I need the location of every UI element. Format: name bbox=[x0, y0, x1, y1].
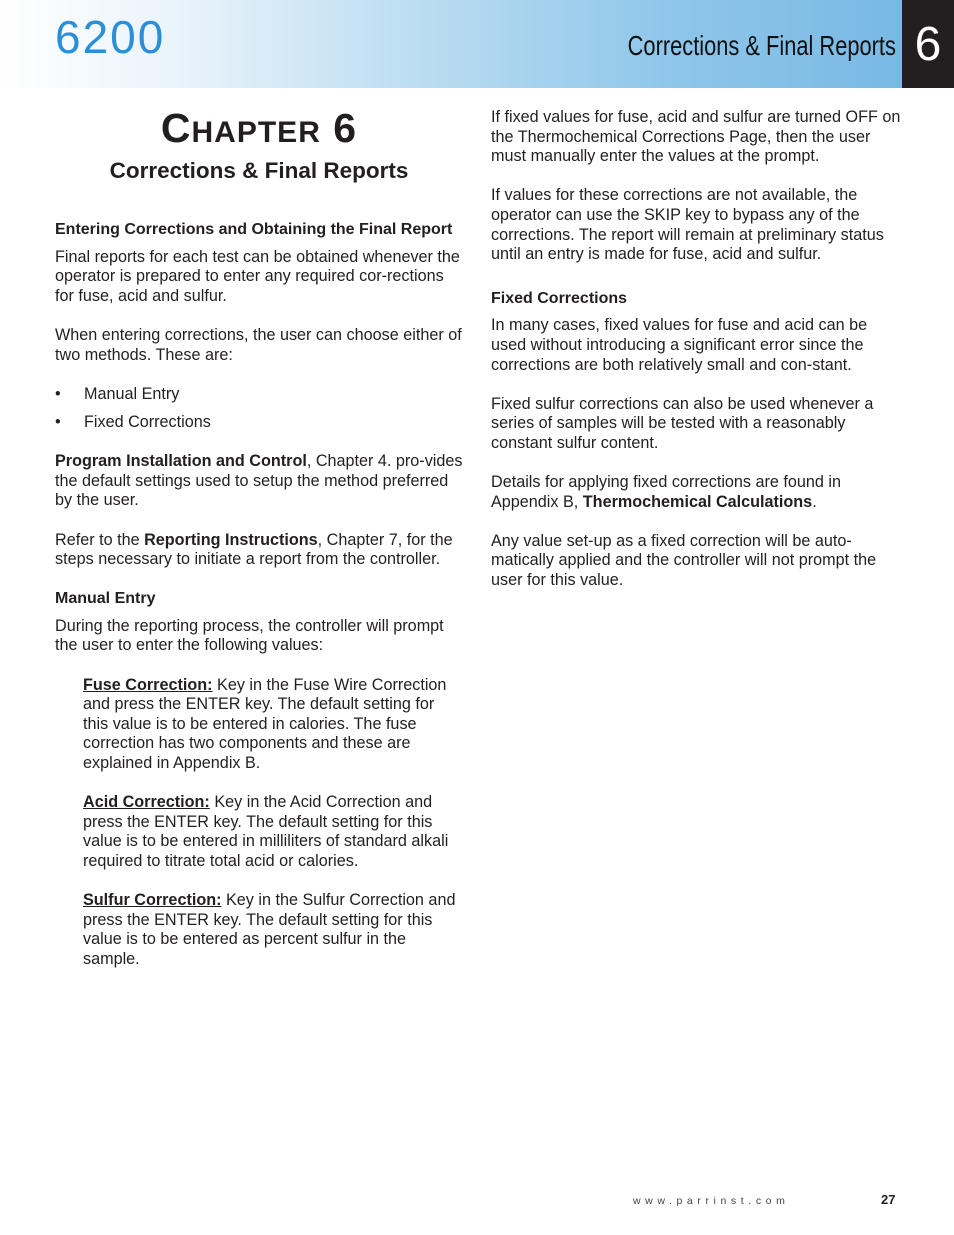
model-number: 6200 bbox=[55, 11, 166, 63]
acid-correction-item: Acid Correction: Key in the Acid Correction and press the ENTER key. The default setting for this value is to be entered in milliliters of standard alkali required to titrate total acid or calories. bbox=[83, 793, 449, 870]
paragraph: Any value set-up as a fixed correction will be auto-matically applied and the controller will not prompt the user for this value. bbox=[491, 531, 877, 590]
section-title: Corrections & Final Reports bbox=[627, 30, 896, 61]
left-column bbox=[55, 106, 465, 989]
right-column bbox=[491, 108, 901, 610]
chapter-title: CHAPTER 6 bbox=[160, 105, 358, 151]
paragraph: Refer to the Reporting Instructions, Chapter 7, for the steps necessary to initiate a report from the controller. bbox=[55, 530, 453, 569]
fixed-corrections-heading: Fixed Corrections bbox=[491, 289, 628, 307]
fuse-correction-item: Fuse Correction: Key in the Fuse Wire Correction and press the ENTER key. The default setting for this value is to be entered in calories. The fuse correction has two components and these are explained in Appendix B. bbox=[83, 675, 447, 773]
chapter-heading bbox=[55, 106, 463, 185]
paragraph: Program Installation and Control, Chapter 4. pro-vides the default settings used to setup the method preferred by the user. bbox=[55, 452, 463, 510]
list-item: • Fixed Corrections bbox=[55, 413, 465, 433]
paragraph: If fixed values for fuse, acid and sulfur are turned OFF on the Thermochemical Corrections Page, then the user must manually enter the values at the prompt. bbox=[491, 108, 901, 166]
paragraph: If values for these corrections are not available, the operator can use the SKIP key to bypass any of the corrections. The report will remain at preliminary status until an entry is made for fuse, acid and sulfur. bbox=[491, 186, 884, 264]
footer-url[interactable]: www.parrinst.com bbox=[633, 1195, 790, 1207]
paragraph: Details for applying fixed corrections are found in Appendix B, Thermochemical Calculations. bbox=[491, 473, 842, 511]
page-number: 27 bbox=[881, 1192, 896, 1207]
sulfur-correction-item: Sulfur Correction: Key in the Sulfur Correction and press the ENTER key. The default setting for this value is to be entered as percent sulfur in the sample. bbox=[83, 891, 456, 968]
entering-heading: Entering Corrections and Obtaining the Final Report bbox=[55, 221, 453, 238]
chapter-subtitle: Corrections & Final Reports bbox=[109, 158, 409, 183]
paragraph: Final reports for each test can be obtained whenever the operator is prepared to enter any required cor-rections for fuse, acid and sulfur. bbox=[55, 247, 460, 305]
paragraph: Fixed sulfur corrections can also be used whenever a series of samples will be tested with a reasonably constant sulfur content. bbox=[491, 394, 874, 452]
paragraph: In many cases, fixed values for fuse and acid can be used without introducing a significant error since the corrections are both relatively small and con-stant. bbox=[491, 316, 868, 374]
page-header bbox=[0, 0, 954, 88]
method-list bbox=[55, 385, 465, 433]
manual-entry-heading: Manual Entry bbox=[55, 590, 156, 608]
paragraph: During the reporting process, the controller will prompt the user to enter the following values: bbox=[55, 616, 444, 655]
paragraph: When entering corrections, the user can choose either of two methods. These are: bbox=[55, 325, 462, 364]
chapter-tab: 6 bbox=[902, 0, 954, 88]
list-item: • Manual Entry bbox=[55, 385, 465, 405]
